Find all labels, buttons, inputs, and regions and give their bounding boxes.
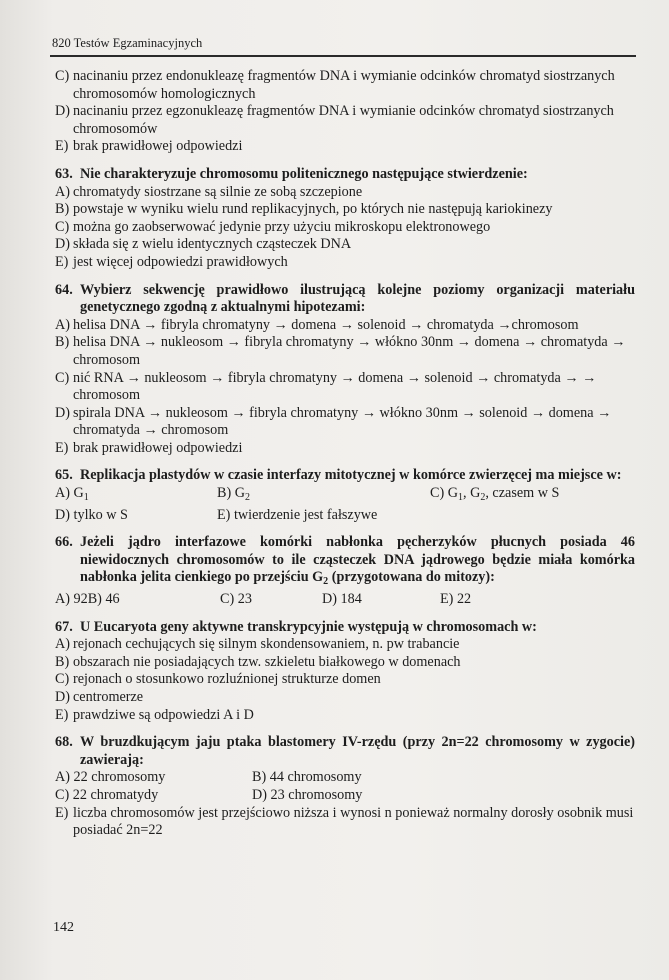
answer-option xyxy=(55,689,635,707)
question-title xyxy=(55,467,635,485)
option-text: helisa DNA → nukleosom → fibryla chromatyny → włókno 30nm → domena → chromatyda → chromosom xyxy=(73,334,626,368)
option-text: 92B) 46 xyxy=(73,591,120,608)
option-text: G xyxy=(447,485,458,502)
answer-option xyxy=(322,591,440,609)
option-text: brak prawidłowej odpowiedzi xyxy=(73,439,243,456)
answer-option xyxy=(440,591,471,609)
option-text: 22 chromatydy xyxy=(72,786,159,803)
answer-option xyxy=(55,201,635,219)
option-label: D) xyxy=(322,591,337,608)
option-text: chromatydy siostrzane są silnie ze sobą szczepione xyxy=(73,183,363,200)
answer-option xyxy=(55,707,635,725)
question-title xyxy=(55,166,635,184)
option-label: E) xyxy=(55,138,69,155)
option-text: 22 xyxy=(456,591,472,608)
question-number: 68. xyxy=(55,734,73,751)
answer-option xyxy=(55,334,635,369)
option-text: nacinaniu przez endonukleazę fragmentów DNA i wymianie odcinków chromatyd siostrzanych chromosomów homologicznych xyxy=(73,68,615,102)
option-label: C) xyxy=(55,218,70,235)
option-text: nić RNA → nukleosom → fibryla chromatyny → domena → solenoid → chromatyda → → chromosom xyxy=(73,369,597,404)
option-subscript: 2 xyxy=(480,492,486,504)
option-label: B) xyxy=(55,201,70,218)
answer-option xyxy=(55,769,252,787)
answer-option xyxy=(252,769,362,787)
answer-option xyxy=(55,507,217,525)
option-label: E) xyxy=(55,439,69,456)
option-text: 23 chromosomy xyxy=(270,786,363,803)
answer-option xyxy=(55,236,635,254)
page-number: 142 xyxy=(53,920,74,935)
option-label: C) xyxy=(220,591,235,608)
question-title xyxy=(55,734,635,769)
question-text: Replikacja plastydów w czasie interfazy mitotycznej w komórce zwierzęcej ma miejsce w: xyxy=(80,467,622,484)
option-text: helisa DNA → fibryla chromatyny → domena → solenoid → chromatyda →chromosom xyxy=(73,316,579,333)
question-64 xyxy=(55,282,635,458)
option-label: B) xyxy=(55,334,70,351)
option-label: C) xyxy=(55,671,70,688)
answer-option xyxy=(55,805,635,840)
option-text: można go zaobserwować jedynie przy użyciu mikroskopu elektronowego xyxy=(73,218,491,235)
options-row xyxy=(55,485,635,507)
question-number: 64. xyxy=(55,281,73,298)
answer-option xyxy=(252,787,362,805)
question-text: Wybierz sekwencję prawidłowo ilustrującą kolejne poziomy organizacji materiału genetycznego zgodną z aktualnymi hipotezami: xyxy=(80,281,635,316)
answer-option xyxy=(55,787,252,805)
options-row xyxy=(55,507,635,525)
option-text: , czasem w S xyxy=(485,485,560,502)
option-text: spirala DNA → nukleosom → fibryla chromatyny → włókno 30nm → solenoid → domena → chromatyda → chromosom xyxy=(73,404,612,439)
option-label: A) xyxy=(55,316,70,333)
option-label: D) xyxy=(55,236,70,253)
question-number: 67. xyxy=(55,618,73,635)
answer-option xyxy=(55,370,635,405)
option-text: rejonach o stosunkowo rozluźnionej strukturze domen xyxy=(73,671,381,688)
option-text: prawdziwe są odpowiedzi A i D xyxy=(73,706,254,723)
answer-option xyxy=(55,317,635,335)
option-text: 44 chromosomy xyxy=(269,769,362,786)
option-label: E) xyxy=(55,706,69,723)
option-text: 22 chromosomy xyxy=(73,769,166,786)
option-text: składa się z wielu identycznych cząsteczek DNA xyxy=(73,236,352,253)
answer-option xyxy=(55,138,635,156)
option-label: C) xyxy=(55,369,70,386)
option-text: 184 xyxy=(340,591,362,608)
running-header: 820 Testów Egzaminacyjnych xyxy=(52,36,203,50)
question-number: 65. xyxy=(55,467,73,484)
option-text: centromerze xyxy=(73,689,144,705)
option-subscript: 2 xyxy=(244,492,250,504)
option-label: E) xyxy=(440,591,454,608)
answer-option xyxy=(430,485,559,507)
answer-option xyxy=(55,485,217,507)
answer-option xyxy=(55,591,220,609)
option-label: A) xyxy=(55,485,70,502)
answer-option xyxy=(55,654,635,672)
option-label: D) xyxy=(55,506,70,523)
option-text: powstaje w wyniku wielu rund replikacyjnych, po których nie następują kariokinezy xyxy=(73,201,553,218)
answer-option xyxy=(217,507,377,525)
answer-option xyxy=(217,485,430,507)
option-label: C) xyxy=(430,485,445,502)
option-subscript: 1 xyxy=(83,492,89,504)
option-text: , G xyxy=(462,485,481,502)
option-text: jest więcej odpowiedzi prawidłowych xyxy=(73,253,288,270)
answer-option xyxy=(55,671,635,689)
option-text: G xyxy=(73,485,84,502)
option-label: C) xyxy=(55,786,70,803)
question-title xyxy=(55,282,635,317)
question-number: 66. xyxy=(55,534,73,551)
question-67 xyxy=(55,619,635,725)
option-text: G xyxy=(234,485,245,502)
question-text: W bruzdkującym jaju ptaka blastomery IV-rzędu (przy 2n=22 chromosomy w zygocie) zawierają: xyxy=(80,734,635,768)
option-label: B) xyxy=(217,485,232,502)
option-subscript: 1 xyxy=(457,492,463,504)
answer-option xyxy=(55,184,635,202)
option-text: 23 xyxy=(237,591,252,608)
options-row xyxy=(55,787,635,805)
answer-option xyxy=(220,591,322,609)
option-label: C) xyxy=(55,68,70,84)
option-text: brak prawidłowej odpowiedzi xyxy=(73,138,243,155)
option-label: D) xyxy=(55,103,70,120)
option-label: A) xyxy=(55,591,70,608)
question-65 xyxy=(55,467,635,524)
option-text: nacinaniu przez egzonukleazę fragmentów DNA i wymianie odcinków chromatyd siostrzanych chromosomów xyxy=(73,103,614,137)
question-text: U Eucaryota geny aktywne transkrypcyjnie występują w chromosomach w: xyxy=(80,618,537,635)
page-content xyxy=(55,68,635,840)
option-label: E) xyxy=(217,506,231,523)
answer-option xyxy=(55,254,635,272)
option-text: rejonach cechujących się silnym skondensowaniem, n. pw trabancie xyxy=(73,636,460,653)
option-label: D) xyxy=(55,689,70,705)
options-row xyxy=(55,769,635,787)
option-label: A) xyxy=(55,769,70,786)
answer-option xyxy=(55,636,635,654)
question-number: 63. xyxy=(55,165,73,182)
question-text xyxy=(80,534,635,591)
answer-option xyxy=(55,440,635,458)
option-label: B) xyxy=(55,653,70,670)
option-label: E) xyxy=(55,804,69,821)
question-text: Nie charakteryzuje chromosomu politenicznego następujące stwierdzenie: xyxy=(80,165,528,182)
answer-option xyxy=(55,103,635,138)
option-label: B) xyxy=(252,769,267,786)
answer-option xyxy=(55,219,635,237)
question-text-part: (przygotowana do mitozy): xyxy=(328,569,495,586)
question-title xyxy=(55,534,635,591)
option-text: twierdzenie jest fałszywe xyxy=(233,506,378,523)
answer-option xyxy=(55,405,635,440)
options-row xyxy=(55,591,635,609)
option-text: liczba chromosomów jest przejściowo niższa i wynosi n ponieważ normalny dorosły osobnik musi posiadać 2n=22 xyxy=(73,804,634,839)
option-label: A) xyxy=(55,183,70,200)
option-label: A) xyxy=(55,636,70,653)
question-63 xyxy=(55,166,635,272)
question-title xyxy=(55,619,635,637)
question-text-part: Jeżeli jądro interfazowe komórki nabłonka pęcherzyków płucnych posiada 46 niewidocznych chromosomów to ile cząsteczek DNA jądrowego będzie miała komórka nabłonka jelita cienkiego po przejściu G xyxy=(80,534,635,586)
option-label: D) xyxy=(55,404,70,421)
header-rule xyxy=(50,55,636,57)
answer-option xyxy=(55,68,635,103)
option-label: D) xyxy=(252,786,267,803)
question-68 xyxy=(55,734,635,840)
question-subscript: 2 xyxy=(323,576,329,588)
option-text: obszarach nie posiadających tzw. szkieletu białkowego w domenach xyxy=(73,653,461,670)
option-text: tylko w S xyxy=(73,506,128,523)
option-label: E) xyxy=(55,253,69,270)
question-66 xyxy=(55,534,635,608)
